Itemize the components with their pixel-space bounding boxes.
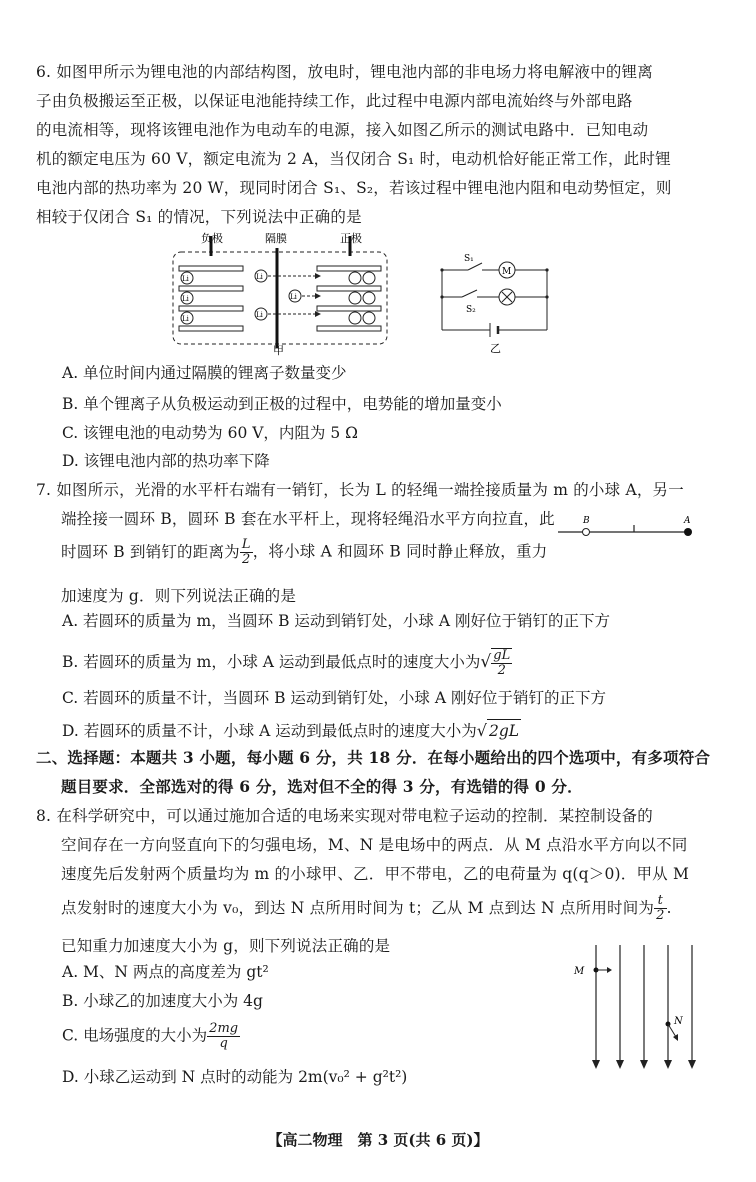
label-negative-electrode: 负极 xyxy=(201,232,223,245)
fraction-t-over-2: $\frac{t}{2}$ xyxy=(656,893,665,923)
q6-line: 6. 如图甲所示为锂电池的内部结构图，放电时，锂电池内部的非电场力将电解液中的锂离 xyxy=(36,63,653,81)
page-footer: 【高二物理 第 3 页(共 6 页)】 xyxy=(267,1131,489,1149)
figure-q8-electric-field xyxy=(574,942,708,1072)
fraction-gl-over-2: $\frac{gL}{2}$ xyxy=(493,648,511,678)
label-ring-b: B xyxy=(583,516,590,526)
q6-option-d[interactable]: D. 该锂电池内部的热功率下降 xyxy=(62,452,270,470)
q6-line: 机的额定电压为 60 V，额定电流为 2 A，当仅闭合 S₁ 时，电动机恰好能正常工作，此时锂 xyxy=(36,150,671,168)
q8-line: 速度先后发射两个质量均为 m 的小球甲、乙．甲不带电，乙的电荷量为 q(q＞0)．甲从 M xyxy=(61,865,690,883)
q8-option-c[interactable]: C. 电场强度的大小为 $\frac{2mg}{q}$ xyxy=(62,1021,239,1051)
lithium-ion-icon xyxy=(349,272,375,324)
svg-text:Li: Li xyxy=(256,311,263,319)
switch-s2-label: S₂ xyxy=(466,305,476,315)
q7-option-c[interactable]: C. 若圆环的质量不计，当圆环 B 运动到销钉处，小球 A 刚好位于销钉的正下方 xyxy=(62,689,606,707)
label-ball-a: A xyxy=(684,516,691,526)
q7-option-b[interactable]: B. 若圆环的质量为 m，小球 A 运动到最低点时的速度大小为√ $\frac{gL}{2}$ xyxy=(62,648,511,678)
fraction-2mg-over-q: $\frac{2mg}{q}$ xyxy=(209,1021,239,1051)
svg-text:Li: Li xyxy=(290,293,297,301)
q8-option-a[interactable]: A. M、N 两点的高度差为 gt² xyxy=(62,963,269,981)
svg-text:Li: Li xyxy=(182,295,189,303)
label-positive-electrode: 正极 xyxy=(340,232,362,245)
question-7-line4: 加速度为 g．则下列说法正确的是 xyxy=(61,587,297,605)
figure-jia-battery-structure xyxy=(165,230,395,355)
figure-jia-caption: 甲 xyxy=(273,344,284,357)
q6-option-a[interactable]: A. 单位时间内通过隔膜的锂离子数量变少 xyxy=(62,364,347,382)
figure-yi-circuit xyxy=(432,250,562,355)
question-6-stem xyxy=(36,58,716,232)
label-point-n: N xyxy=(674,1016,683,1027)
q7-line: 7. 如图所示，光滑的水平杆右端有一销钉，长为 L 的轻绳一端拴接质量为 m 的小球 A，另一 xyxy=(36,481,684,499)
svg-text:Li: Li xyxy=(182,275,189,283)
motor-label: M xyxy=(502,267,512,277)
q6-line: 相较于仅闭合 S₁ 的情况，下列说法中正确的是 xyxy=(36,208,362,226)
svg-text:Li: Li xyxy=(256,273,263,281)
q8-option-d[interactable]: D. 小球乙运动到 N 点时的动能为 2m(v₀² + g²t²) xyxy=(62,1068,408,1086)
q6-line: 电池内部的热功率为 20 W，现同时闭合 S₁、S₂，若该过程中锂电池内阻和电动势恒定，则 xyxy=(36,179,672,197)
q7-option-a[interactable]: A. 若圆环的质量为 m，当圆环 B 运动到销钉处，小球 A 刚好位于销钉的正下方 xyxy=(62,612,610,630)
q6-option-c[interactable]: C. 该锂电池的电动势为 60 V，内阻为 5 Ω xyxy=(62,424,358,442)
question-8-line5: 已知重力加速度大小为 g，则下列说法正确的是 xyxy=(61,937,391,955)
q6-option-b[interactable]: B. 单个锂离子从负极运动到正极的过程中，电势能的增加量变小 xyxy=(62,395,502,413)
figure-yi-caption: 乙 xyxy=(490,342,501,355)
question-7-line3: 时圆环 B 到销钉的距离为 $\frac{L}{2}$ ，将小球 A 和圆环 B 同时静止释放，重力 xyxy=(61,537,548,567)
question-8-line4: 点发射时的速度大小为 v₀，到达 N 点所用时间为 t；乙从 M 点到达 N 点所用时间为 $\frac{t}{2}$ ． xyxy=(61,893,683,923)
figure-q7-rod xyxy=(556,512,696,538)
q6-line: 的电流相等，现将该锂电池作为电动车的电源，接入如图乙所示的测试电路中．已知电动 xyxy=(36,121,649,139)
label-separator: 隔膜 xyxy=(265,232,287,245)
svg-text:Li: Li xyxy=(182,315,189,323)
section-2-instructions: 二、选择题：本题共 3 小题，每小题 6 分，共 18 分．在每小题给出的四个选项中，有多项符合 题目要求．全部选对的得 6 分，选对但不全的得 3 分，有选错的得 0 分． xyxy=(36,748,711,796)
q7-line: 端拴接一圆环 B，圆环 B 套在水平杆上，现将轻绳沿水平方向拉直，此 xyxy=(61,510,555,528)
lithium-ion-icon xyxy=(181,272,193,324)
q8-line: 空间存在一方向竖直向下的匀强电场，M、N 是电场中的两点．从 M 点沿水平方向以不同 xyxy=(61,836,688,854)
q8-line: 8. 在科学研究中，可以通过施加合适的电场来实现对带电粒子运动的控制．某控制设备的 xyxy=(36,807,653,825)
q7-option-d[interactable]: D. 若圆环的质量不计，小球 A 运动到最低点时的速度大小为√ 2gL xyxy=(62,721,520,740)
label-point-m: M xyxy=(574,966,585,977)
q8-option-b[interactable]: B. 小球乙的加速度大小为 4g xyxy=(62,992,263,1010)
question-8-stem xyxy=(36,802,716,889)
q6-line: 子由负极搬运至正极，以保证电池能持续工作，此过程中电源内部电流始终与外部电路 xyxy=(36,92,633,110)
switch-s1-label: S₁ xyxy=(464,254,474,264)
fraction-l-over-2: $\frac{L}{2}$ xyxy=(241,537,251,567)
